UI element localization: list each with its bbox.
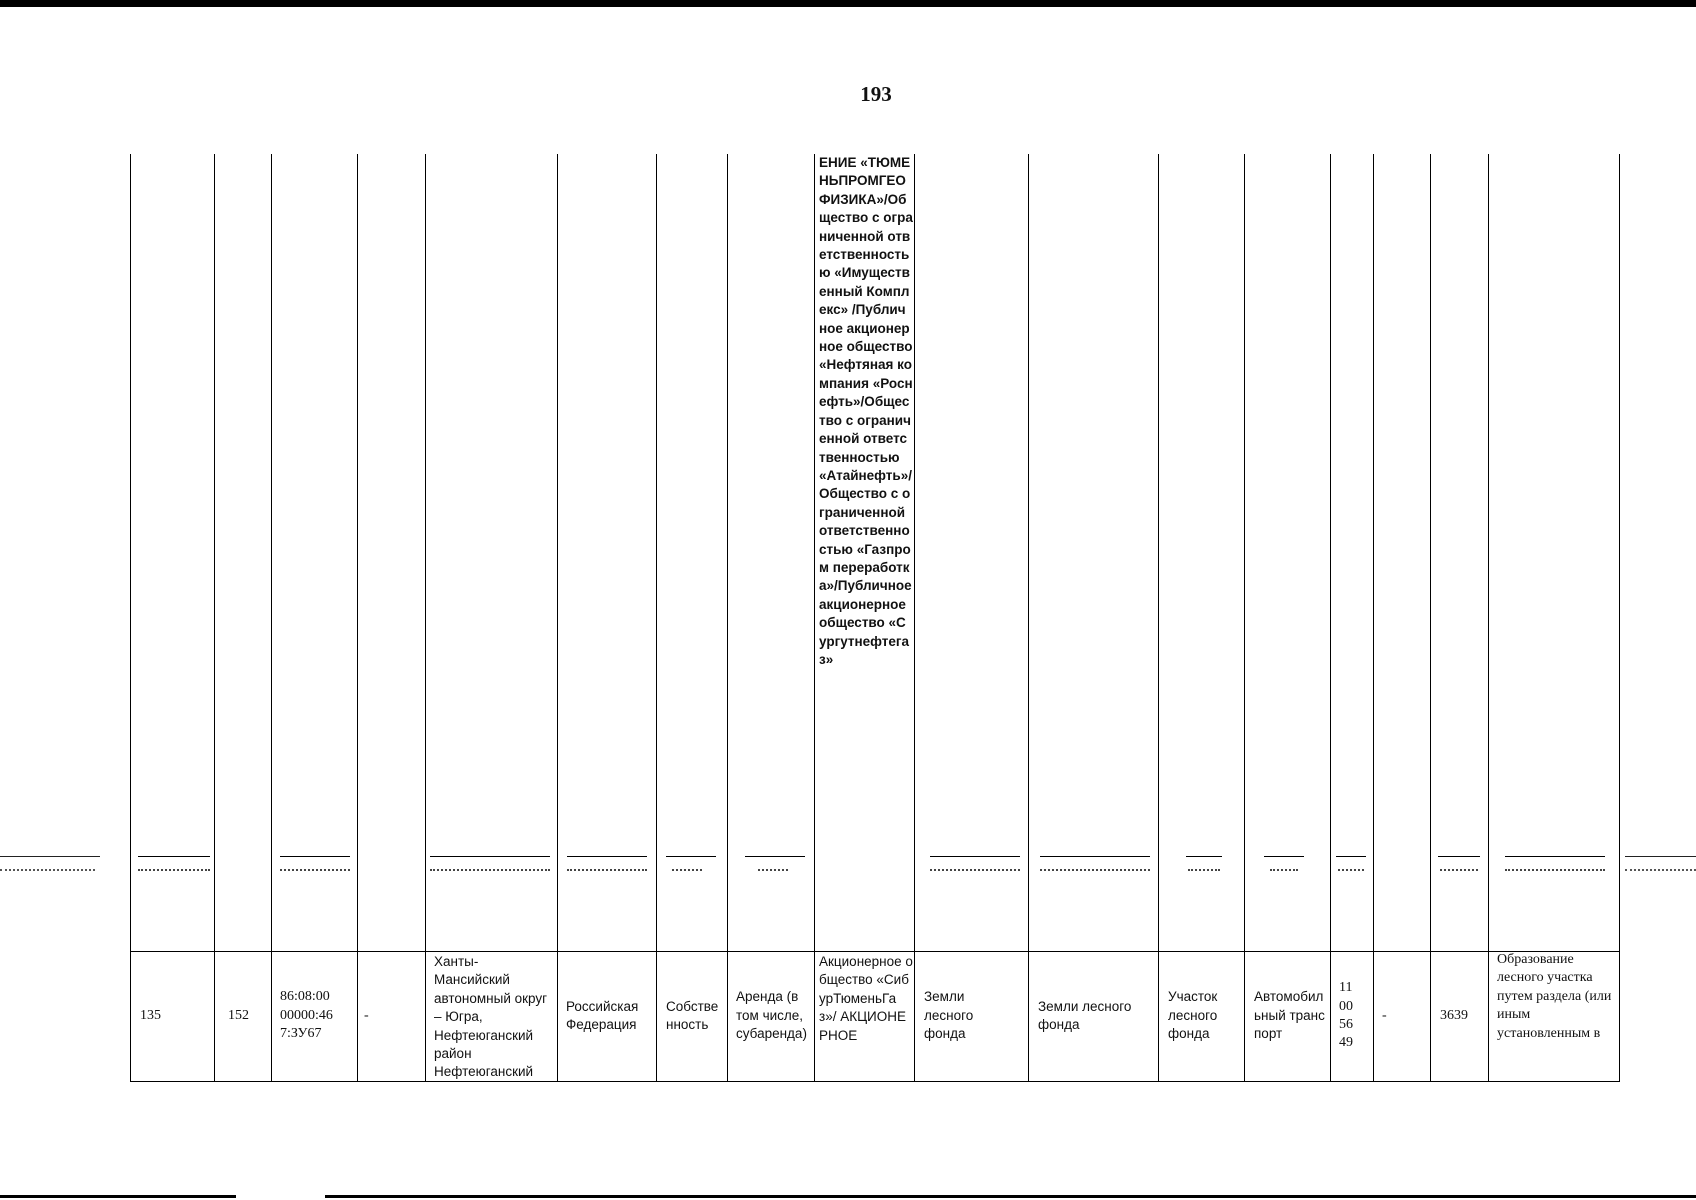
bottom-edge [325, 1195, 1696, 1198]
col-line-0 [130, 154, 131, 1082]
scan-mark [1505, 856, 1605, 857]
cell-area: 3639 [1440, 1007, 1468, 1023]
cell-purpose: Образование лесного участка путем раздела (или иным установленным в [1497, 952, 1612, 1041]
cell-owner: Российская Федерация [566, 998, 639, 1032]
scan-mark [1188, 869, 1220, 873]
col-line-4 [425, 154, 426, 1082]
scan-mark [758, 869, 788, 873]
cell-dash-2: - [1382, 1007, 1387, 1023]
col-line-5 [557, 154, 558, 1082]
scan-mark [1440, 869, 1478, 873]
scan-mark [1186, 856, 1222, 857]
col-line-16 [1488, 154, 1489, 1082]
scan-mark [567, 869, 647, 873]
scan-mark [1338, 869, 1364, 873]
scan-mark [1040, 856, 1150, 857]
scan-mark [138, 869, 210, 873]
cell-cadastral: 86:08:00 00000:46 7:ЗУ67 [280, 989, 333, 1042]
margin-mark-left [0, 856, 100, 857]
cell-land-type: Участок лесного фонда [1168, 989, 1218, 1042]
cell-right-type: Собственность [666, 998, 719, 1032]
scan-mark [280, 869, 350, 873]
scan-mark [430, 856, 550, 857]
col-line-14 [1373, 154, 1374, 1082]
scan-mark [672, 869, 702, 873]
margin-mark-left [0, 869, 95, 873]
col-line-10 [1028, 154, 1029, 1082]
scan-mark [280, 856, 350, 857]
cell-location: Ханты-Мансийский автономный округ – Югра, Нефтеюганский район Нефтеюганский [434, 954, 548, 1080]
col-line-13 [1330, 154, 1331, 1082]
scan-mark [1040, 869, 1150, 873]
col-line-7 [727, 154, 728, 1082]
col-line-3 [357, 154, 358, 1082]
scan-mark [1505, 869, 1605, 873]
page-number: 193 [860, 82, 892, 106]
margin-mark-right [1625, 869, 1696, 873]
cell-num: 135 [140, 1007, 161, 1023]
col-line-8 [814, 154, 815, 1082]
scan-mark [1270, 869, 1298, 873]
col-line-2 [271, 154, 272, 1082]
cell-category-full: Земли лесного фонда [1038, 998, 1132, 1032]
scan-mark [745, 856, 805, 857]
col-line-11 [1158, 154, 1159, 1082]
cell-holder: Акционерное общество «СибурТюменьГаз»/ АКЦИОНЕРНОЕ [819, 954, 913, 1043]
cell-encumbrance: Аренда (в том числе, субаренда) [736, 989, 807, 1042]
scan-mark [1438, 856, 1480, 857]
scan-mark [1336, 856, 1366, 857]
cell-id: 152 [228, 1007, 249, 1023]
col-line-6 [656, 154, 657, 1082]
holder-continuation: ЕНИЕ «ТЮМЕНЬПРОМГЕОФИЗИКА»/Общество с ограниченной ответственностью «Имущественный Комплекс» /Публичное акционерное общество «Нефтяная компания «Роснефть»/Общество с ограниченной ответственностью «Атайнефть»/Общество с ограниченной ответственностью «Газпром переработка»/Публичное акционерное общество «Сургутнефтегаз» [819, 155, 913, 667]
scan-mark [666, 856, 716, 857]
col-line-15 [1430, 154, 1431, 1082]
margin-mark-right [1625, 856, 1696, 857]
scan-mark [430, 869, 550, 873]
scan-mark [930, 856, 1020, 857]
row-line-bottom [130, 1081, 1620, 1082]
scan-mark [567, 856, 647, 857]
cell-use: Автомобильный транспорт [1254, 989, 1325, 1042]
col-line-12 [1244, 154, 1245, 1082]
cell-dash-1: - [364, 1007, 369, 1023]
col-line-17 [1619, 154, 1620, 1082]
cell-code: 11 00 56 49 [1339, 980, 1353, 1051]
bottom-edge [0, 1195, 236, 1198]
scan-mark [138, 856, 210, 857]
cell-category: Земли лесного фонда [924, 989, 974, 1042]
col-line-1 [214, 154, 215, 1082]
col-line-9 [914, 154, 915, 1082]
scan-mark [930, 869, 1020, 873]
scan-mark [1264, 856, 1304, 857]
